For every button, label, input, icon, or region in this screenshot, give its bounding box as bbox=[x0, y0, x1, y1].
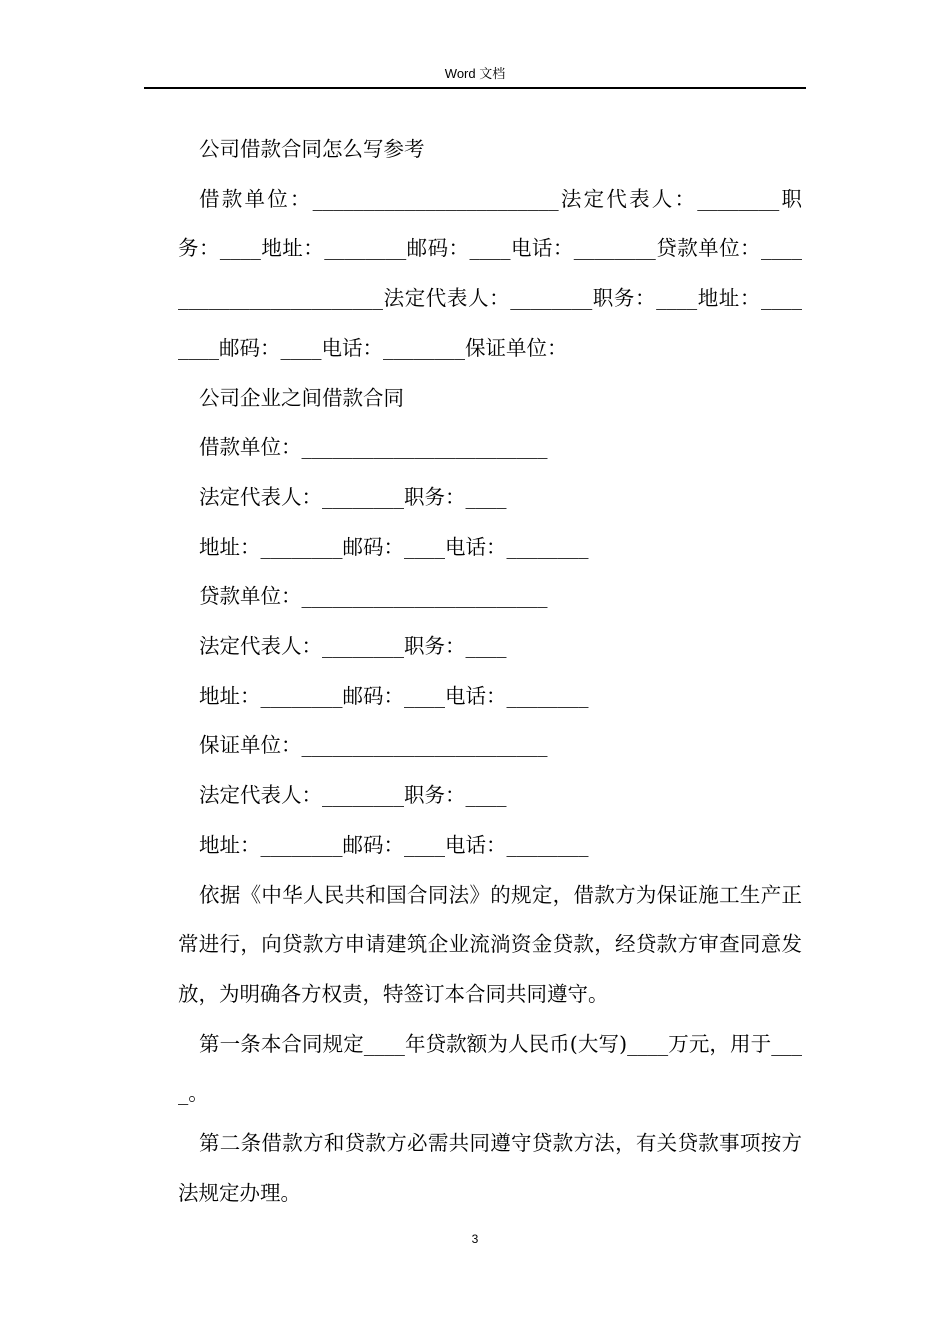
guarantor-address-line: 地址：________邮码：____电话：________ bbox=[199, 832, 589, 857]
contract-heading: 公司企业之间借款合同 bbox=[199, 385, 404, 410]
guarantor-representative-line: 法定代表人：________职务：____ bbox=[199, 783, 507, 808]
borrower-unit-line: 借款单位：________________________ bbox=[199, 435, 548, 460]
lender-representative-line: 法定代表人：________职务：____ bbox=[199, 634, 507, 659]
document-body bbox=[178, 125, 802, 1218]
borrower-address-line: 地址：________邮码：____电话：________ bbox=[199, 534, 589, 559]
header-divider bbox=[144, 87, 806, 89]
article-two-paragraph: 第二条借款方和贷款方必需共同遵守贷款方法，有关贷款事项按方法规定办理。 bbox=[178, 1131, 802, 1205]
lender-unit-line: 贷款单位：________________________ bbox=[199, 584, 548, 609]
preamble-paragraph: 依据《中华人民共和国合同法》的规定，借款方为保证施工生产正常进行，向贷款方申请建筑企业流淌资金贷款，经贷款方审查同意发放，为明确各方权责，特签订本合同共同遵守。 bbox=[178, 882, 802, 1006]
document-title: 公司借款合同怎么写参考 bbox=[199, 137, 425, 161]
page-header-title: Word 文档 bbox=[444, 66, 506, 81]
page-number: 3 bbox=[471, 1232, 479, 1246]
article-one-paragraph: 第一条本合同规定____年贷款额为人民币(大写)____万元，用于____。 bbox=[178, 1031, 802, 1106]
borrower-representative-line: 法定代表人：________职务：____ bbox=[199, 484, 507, 509]
parties-summary-paragraph: 借款单位：________________________法定代表人：________职务：____地址：________邮码：____电话：________贷款单位：________________________法定代表人：________职务：____地址：________邮码：____电话：________保证单位： bbox=[178, 186, 802, 360]
guarantor-unit-line: 保证单位：________________________ bbox=[199, 733, 548, 758]
lender-address-line: 地址：________邮码：____电话：________ bbox=[199, 683, 589, 708]
